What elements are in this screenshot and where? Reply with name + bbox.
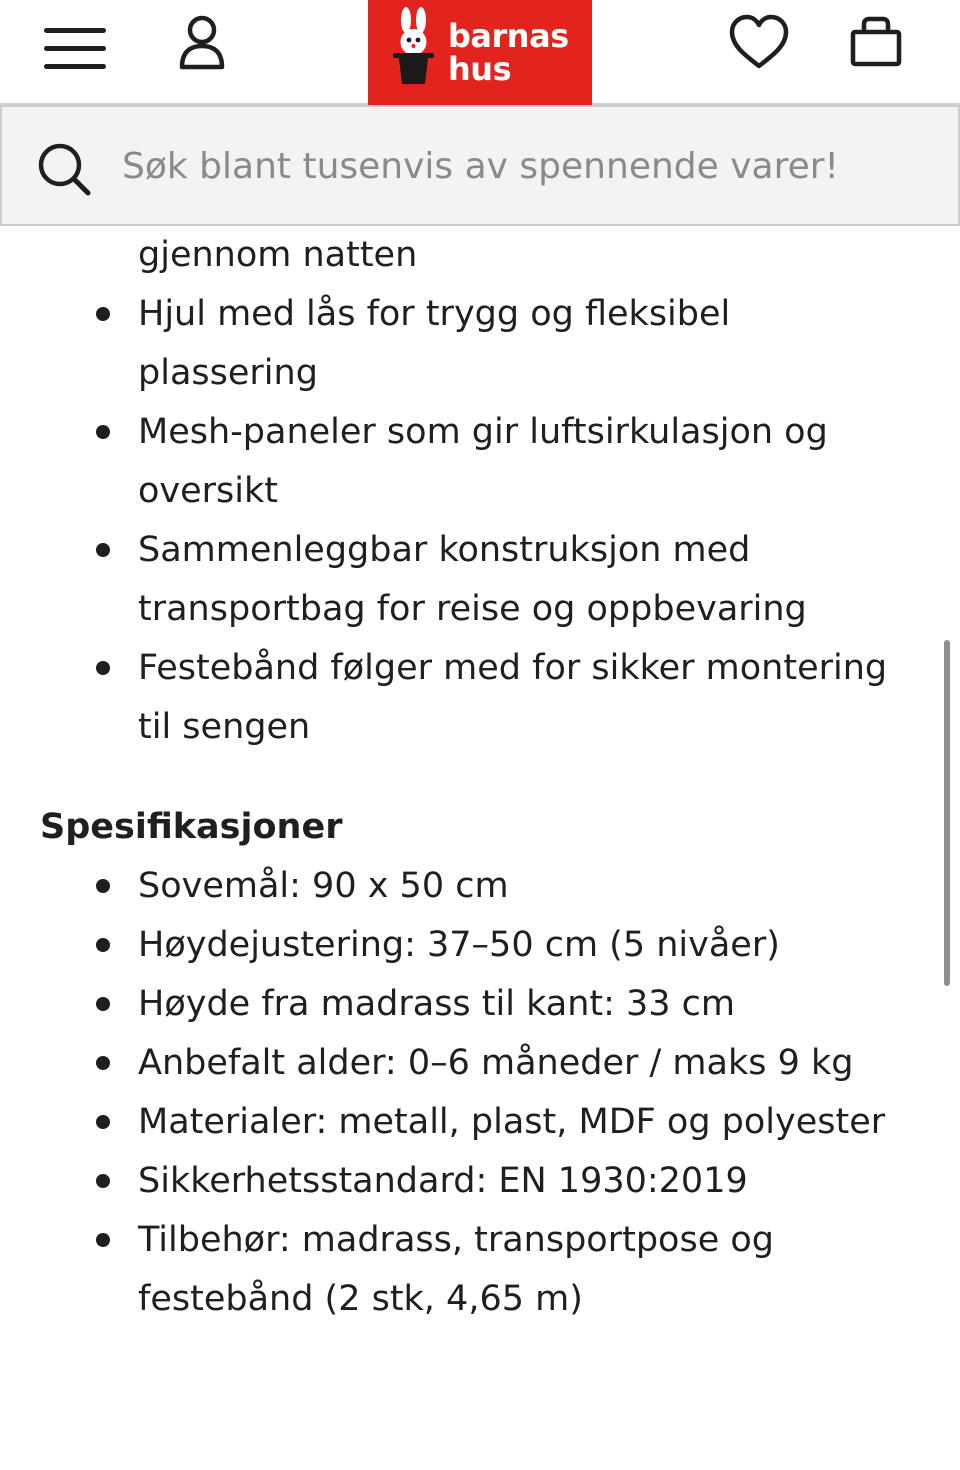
list-item: Festebånd følger med for sikker montering til sengen (0, 639, 960, 757)
list-item: Sammenleggbar konstruksjon med transportbag for reise og oppbevaring (0, 521, 960, 639)
shopping-bag-icon (846, 12, 906, 74)
menu-button[interactable] (40, 20, 112, 76)
account-button[interactable] (172, 12, 232, 74)
search-icon[interactable] (36, 141, 92, 197)
user-icon (172, 12, 232, 74)
list-item: Materialer: metall, plast, MDF og polyester (0, 1093, 960, 1152)
specifications-heading: Spesifikasjoner (40, 807, 343, 847)
specification-list (0, 857, 960, 1329)
search-input[interactable] (122, 129, 922, 203)
product-description (0, 226, 960, 1470)
site-logo[interactable] (368, 0, 592, 105)
heart-icon (726, 12, 792, 74)
search-bar (0, 105, 960, 226)
list-item: Tilbehør: madrass, transportpose og festebånd (2 stk, 4,65 m) (0, 1211, 960, 1329)
list-item: Høydejustering: 37–50 cm (5 nivåer) (0, 916, 960, 975)
logo-line-1: barnas (448, 17, 569, 55)
site-header (0, 0, 960, 105)
list-item: gjennom natten (138, 235, 418, 275)
cart-button[interactable] (846, 12, 906, 74)
list-item: Mesh-paneler som gir luftsirkulasjon og oversikt (0, 403, 960, 521)
list-item: Sovemål: 90 x 50 cm (0, 857, 960, 916)
list-item: Høyde fra madrass til kant: 33 cm (0, 975, 960, 1034)
list-item: Sikkerhetsstandard: EN 1930:2019 (0, 1152, 960, 1211)
feature-list (0, 226, 960, 757)
logo-line-2: hus (448, 50, 512, 88)
scrollbar-thumb[interactable] (944, 640, 950, 986)
logo-wordmark (448, 17, 569, 88)
list-item: Hjul med lås for trygg og fleksibel plassering (0, 285, 960, 403)
wishlist-button[interactable] (726, 12, 792, 74)
list-item: Anbefalt alder: 0–6 måneder / maks 9 kg (0, 1034, 960, 1093)
rabbit-in-hat-icon (388, 6, 440, 86)
hamburger-menu-icon (40, 20, 112, 76)
